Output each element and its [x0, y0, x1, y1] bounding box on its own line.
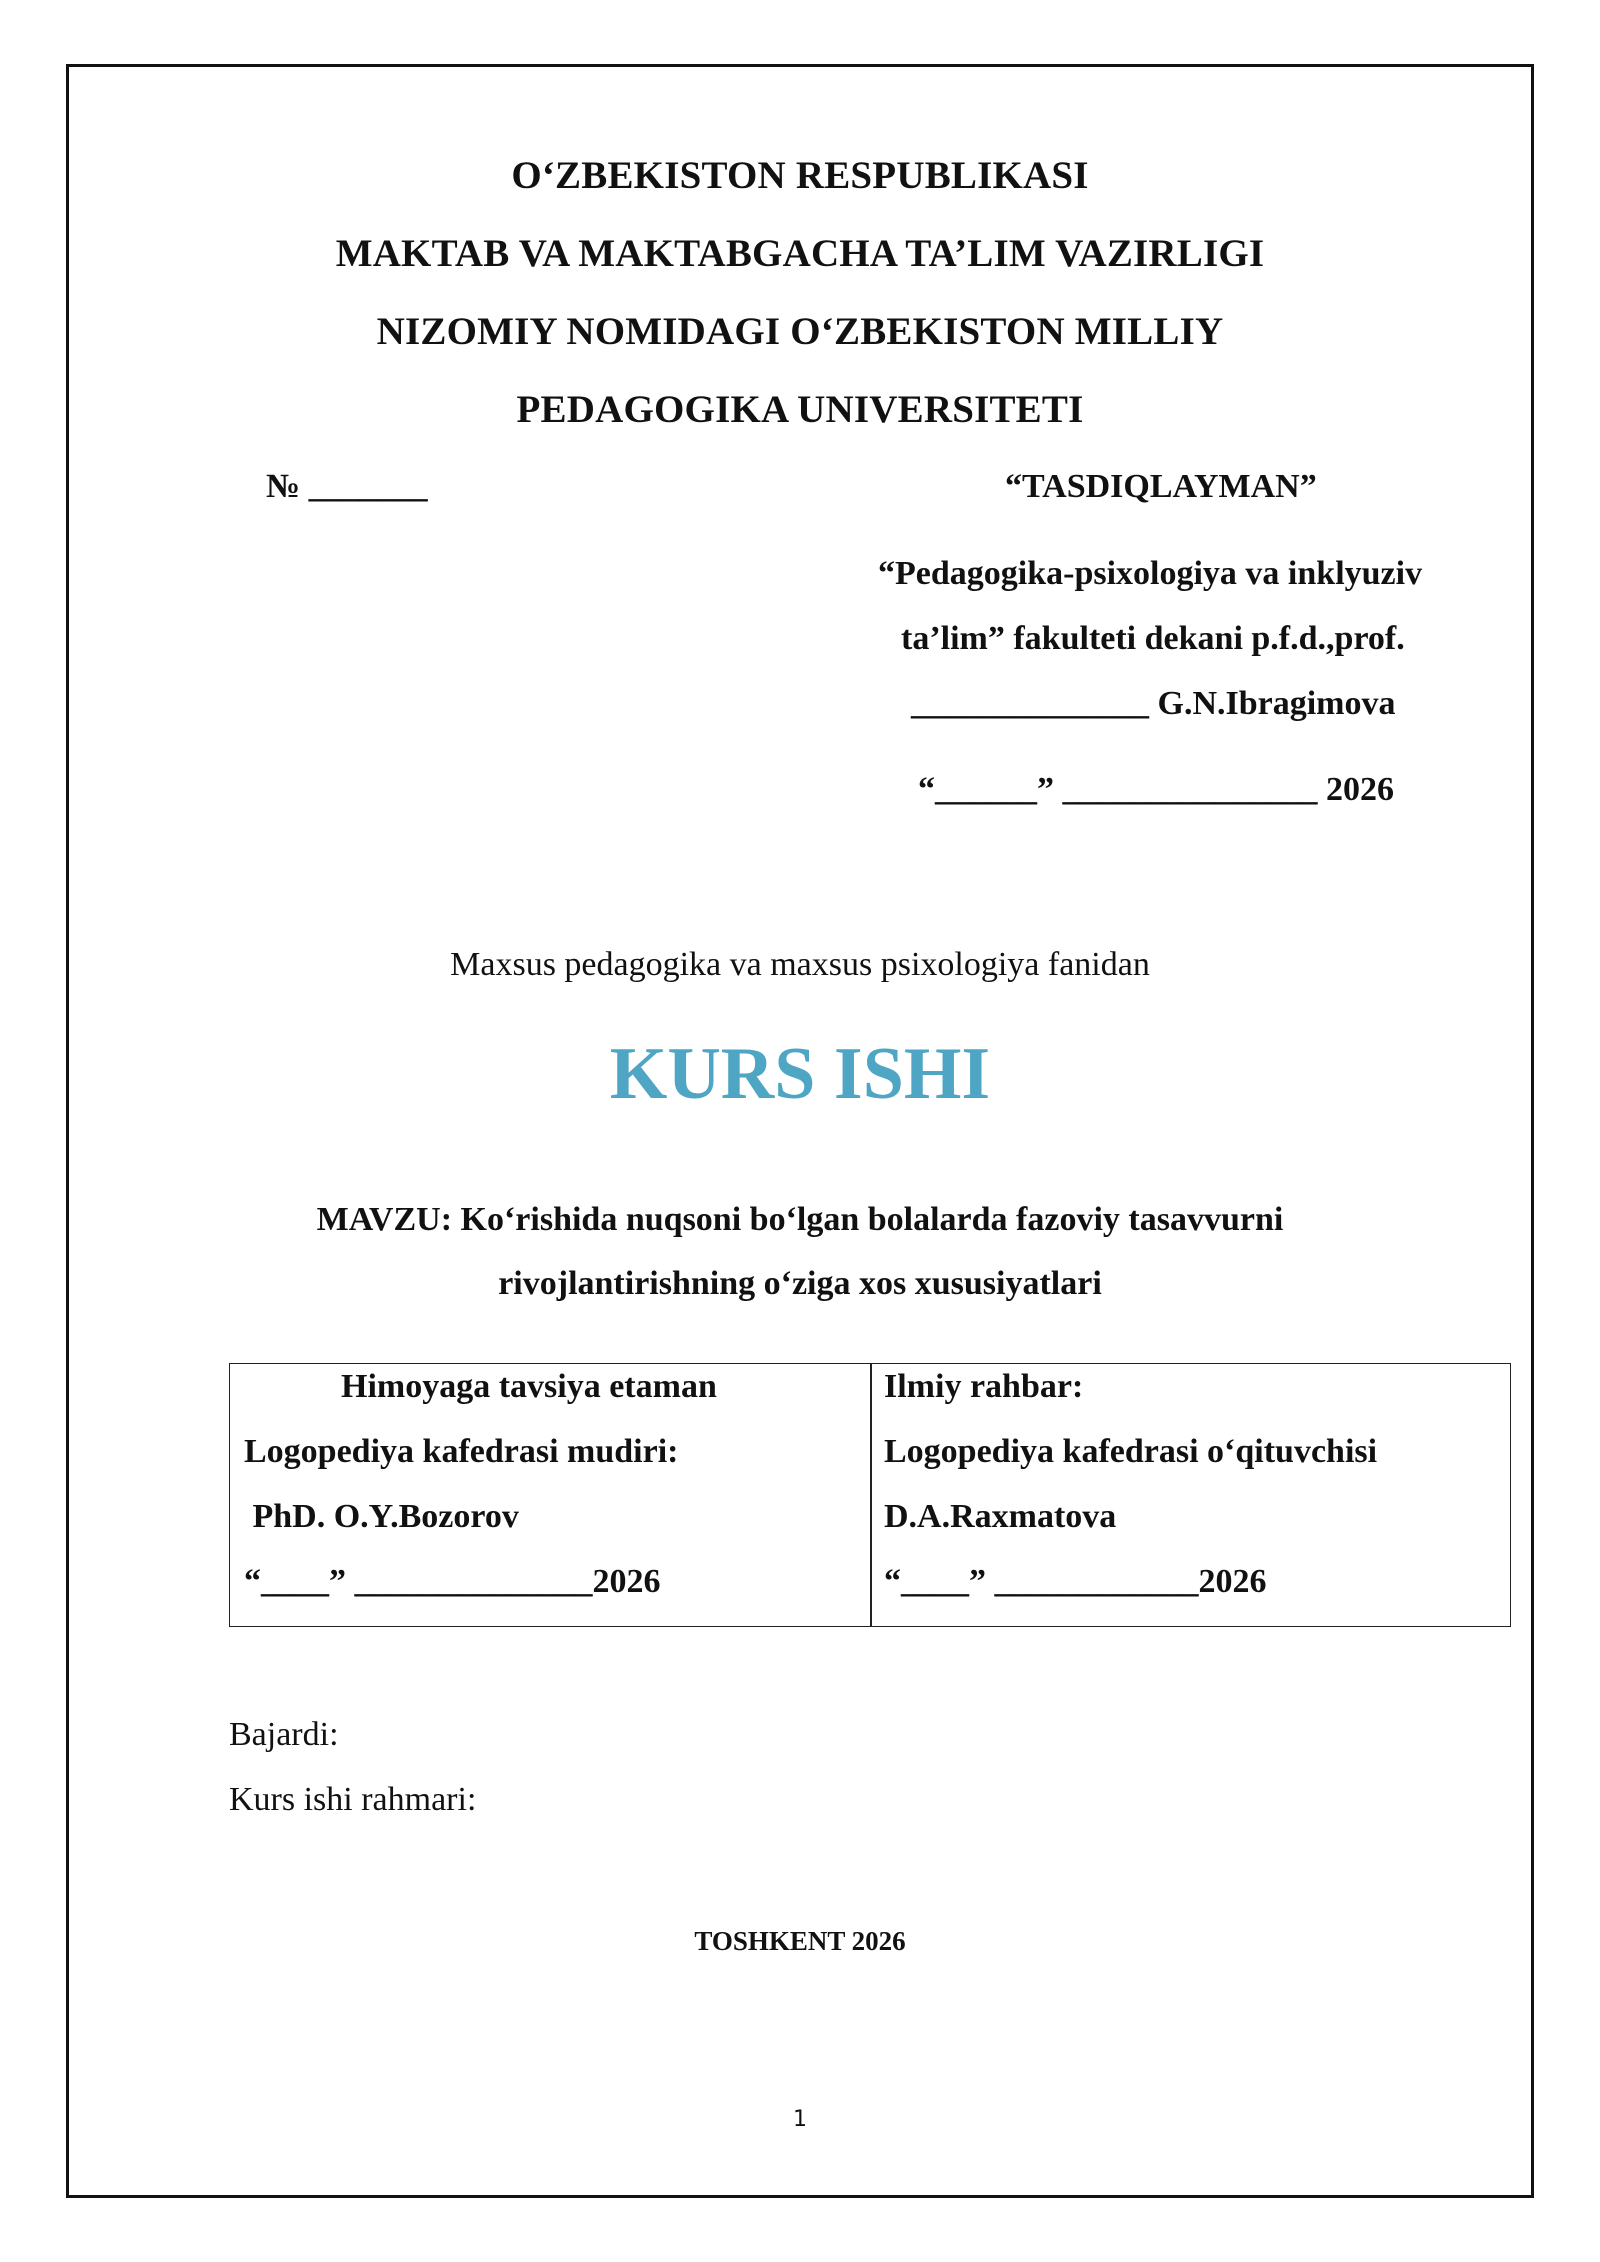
- dean-title-line1: “Pedagogika-psixologiya va inklyuziv: [878, 555, 1423, 592]
- header-ministry: MAKTAB VA MAKTABGACHA TA’LIM VAZIRLIGI: [335, 232, 1265, 275]
- left-role: Logopediya kafedrasi mudiri:: [244, 1433, 679, 1470]
- approve-label: “TASDIQLAYMAN”: [1005, 468, 1317, 505]
- city-year: TOSHKENT 2026: [694, 1926, 906, 1956]
- right-date: “____” ____________2026: [884, 1563, 1267, 1600]
- header-university-line1: NIZOMIY NOMIDAGI O‘ZBEKISTON MILLIY: [376, 310, 1224, 353]
- topic-line2: rivojlantirishning o‘ziga xos xususiyatlari: [498, 1265, 1102, 1302]
- dean-signature: ______________ G.N.Ibragimova: [911, 685, 1396, 722]
- document-number: № _______: [266, 468, 428, 505]
- page-border: [66, 64, 1534, 2198]
- header-country: O‘ZBEKISTON RESPUBLIKASI: [511, 154, 1089, 197]
- left-name: PhD. O.Y.Bozorov: [244, 1498, 519, 1535]
- subject-line: Maxsus pedagogika va maxsus psixologiya fanidan: [450, 946, 1150, 983]
- dean-title-line2: ta’lim” fakulteti dekani p.f.d.,prof.: [901, 620, 1405, 657]
- right-name: D.A.Raxmatova: [884, 1498, 1117, 1535]
- left-heading: Himoyaga tavsiya etaman: [341, 1368, 717, 1405]
- dean-date: “______” _______________ 2026: [918, 771, 1394, 808]
- right-role: Logopediya kafedrasi o‘qituvchisi: [884, 1433, 1378, 1470]
- signature-table: [229, 1363, 1511, 1627]
- header-university-line2: PEDAGOGIKA UNIVERSITETI: [516, 388, 1084, 431]
- left-date: “____” ______________2026: [244, 1563, 661, 1600]
- topic-line1: MAVZU: Ko‘rishida nuqsoni bo‘lgan bolalarda fazoviy tasavvurni: [316, 1201, 1284, 1238]
- table-divider: [870, 1364, 872, 1626]
- course-leader-label: Kurs ishi rahmari:: [229, 1781, 477, 1818]
- document-title: KURS ISHI: [609, 1033, 991, 1115]
- done-by-label: Bajardi:: [229, 1716, 339, 1753]
- right-heading: Ilmiy rahbar:: [884, 1368, 1084, 1405]
- page-number: 1: [793, 2107, 807, 2132]
